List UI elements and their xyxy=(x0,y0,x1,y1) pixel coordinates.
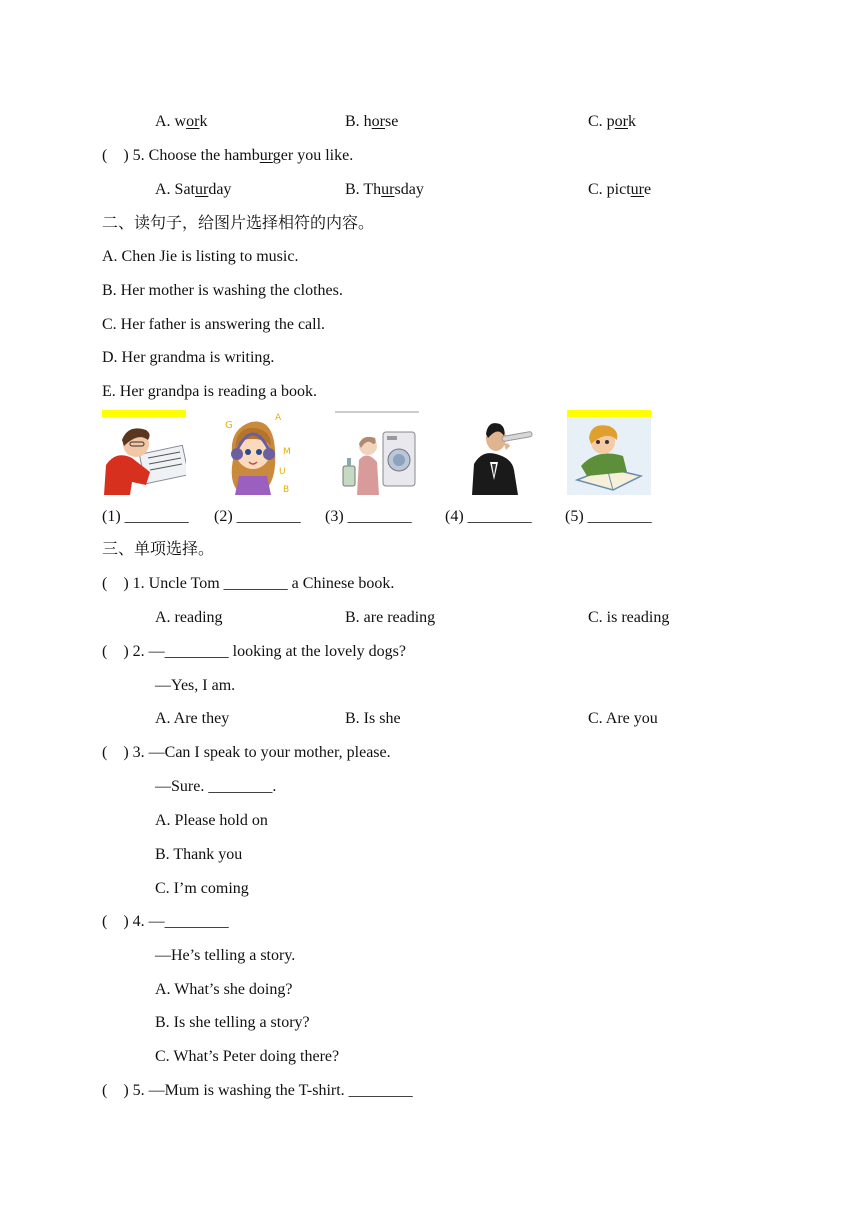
picture-man-on-phone xyxy=(452,410,536,495)
q2-option-b[interactable]: B. Is she xyxy=(345,710,401,727)
answer-paren[interactable]: ( ) xyxy=(102,643,129,660)
mc-question-2: ( ) 2. —________ looking at the lovely dogs? xyxy=(102,643,406,660)
mc-question-5: ( ) 5. —Mum is washing the T-shirt. ________ xyxy=(102,1082,413,1099)
picture-washing-machine xyxy=(335,410,419,495)
mc-question-4: ( ) 4. —________ xyxy=(102,913,229,930)
phonics-question-5: ( ) 5. Choose the hamburger you like. xyxy=(102,147,354,164)
svg-text:A: A xyxy=(275,413,282,423)
picture-blank-2[interactable]: (2) ________ xyxy=(214,508,301,525)
q3-reply: —Sure. ________. xyxy=(155,778,277,795)
picture-blank-1[interactable]: (1) ________ xyxy=(102,508,189,525)
svg-text:M: M xyxy=(283,447,291,457)
answer-paren[interactable]: ( ) xyxy=(102,575,129,592)
answer-paren[interactable]: ( ) xyxy=(102,913,129,930)
q5-option-c[interactable]: C. picture xyxy=(588,181,652,198)
q4-option-c[interactable]: C. pork xyxy=(588,113,636,130)
answer-paren[interactable]: ( ) xyxy=(102,147,129,164)
q4-option-c[interactable]: C. What’s Peter doing there? xyxy=(155,1048,340,1065)
q4-option-b[interactable]: B. Is she telling a story? xyxy=(155,1014,310,1031)
q1-option-c[interactable]: C. is reading xyxy=(588,609,670,626)
picture-girl-with-headphones xyxy=(221,410,305,495)
q3-option-a[interactable]: A. Please hold on xyxy=(155,812,268,829)
mc-question-1: ( ) 1. Uncle Tom ________ a Chinese book. xyxy=(102,575,395,592)
picture-blank-4[interactable]: (4) ________ xyxy=(445,508,532,525)
sentence-c: C. Her father is answering the call. xyxy=(102,316,326,333)
q4-option-a[interactable]: A. What’s she doing? xyxy=(155,981,293,998)
picture-reading-boy xyxy=(567,410,651,495)
section-2-heading: 二、读句子，给图片选择相符的内容。 xyxy=(102,215,375,232)
q4-reply: —He’s telling a story. xyxy=(155,947,296,964)
q1-option-a[interactable]: A. reading xyxy=(155,609,223,626)
section-3-heading: 三、单项选择。 xyxy=(102,541,215,558)
q5-option-b[interactable]: B. Thursday xyxy=(345,181,424,198)
picture-blank-3[interactable]: (3) ________ xyxy=(325,508,412,525)
q1-option-b[interactable]: B. are reading xyxy=(345,609,436,626)
q2-reply: —Yes, I am. xyxy=(155,677,236,694)
picture-writing-person xyxy=(102,410,186,495)
q2-option-a[interactable]: A. Are they xyxy=(155,710,230,727)
answer-paren[interactable]: ( ) xyxy=(102,1082,129,1099)
q3-option-b[interactable]: B. Thank you xyxy=(155,846,243,863)
q4-option-a[interactable]: A. work xyxy=(155,113,208,130)
q4-option-b[interactable]: B. horse xyxy=(345,113,399,130)
answer-paren[interactable]: ( ) xyxy=(102,744,129,761)
mc-question-3: ( ) 3. —Can I speak to your mother, please. xyxy=(102,744,391,761)
picture-blank-5[interactable]: (5) ________ xyxy=(565,508,652,525)
q5-option-a[interactable]: A. Saturday xyxy=(155,181,232,198)
sentence-b: B. Her mother is washing the clothes. xyxy=(102,282,343,299)
sentence-d: D. Her grandma is writing. xyxy=(102,349,275,366)
svg-text:B: B xyxy=(283,485,290,495)
svg-text:U: U xyxy=(279,467,286,477)
sentence-a: A. Chen Jie is listing to music. xyxy=(102,248,299,265)
q2-option-c[interactable]: C. Are you xyxy=(588,710,658,727)
svg-text:G: G xyxy=(225,420,233,431)
sentence-e: E. Her grandpa is reading a book. xyxy=(102,383,318,400)
q3-option-c[interactable]: C. I’m coming xyxy=(155,880,249,897)
